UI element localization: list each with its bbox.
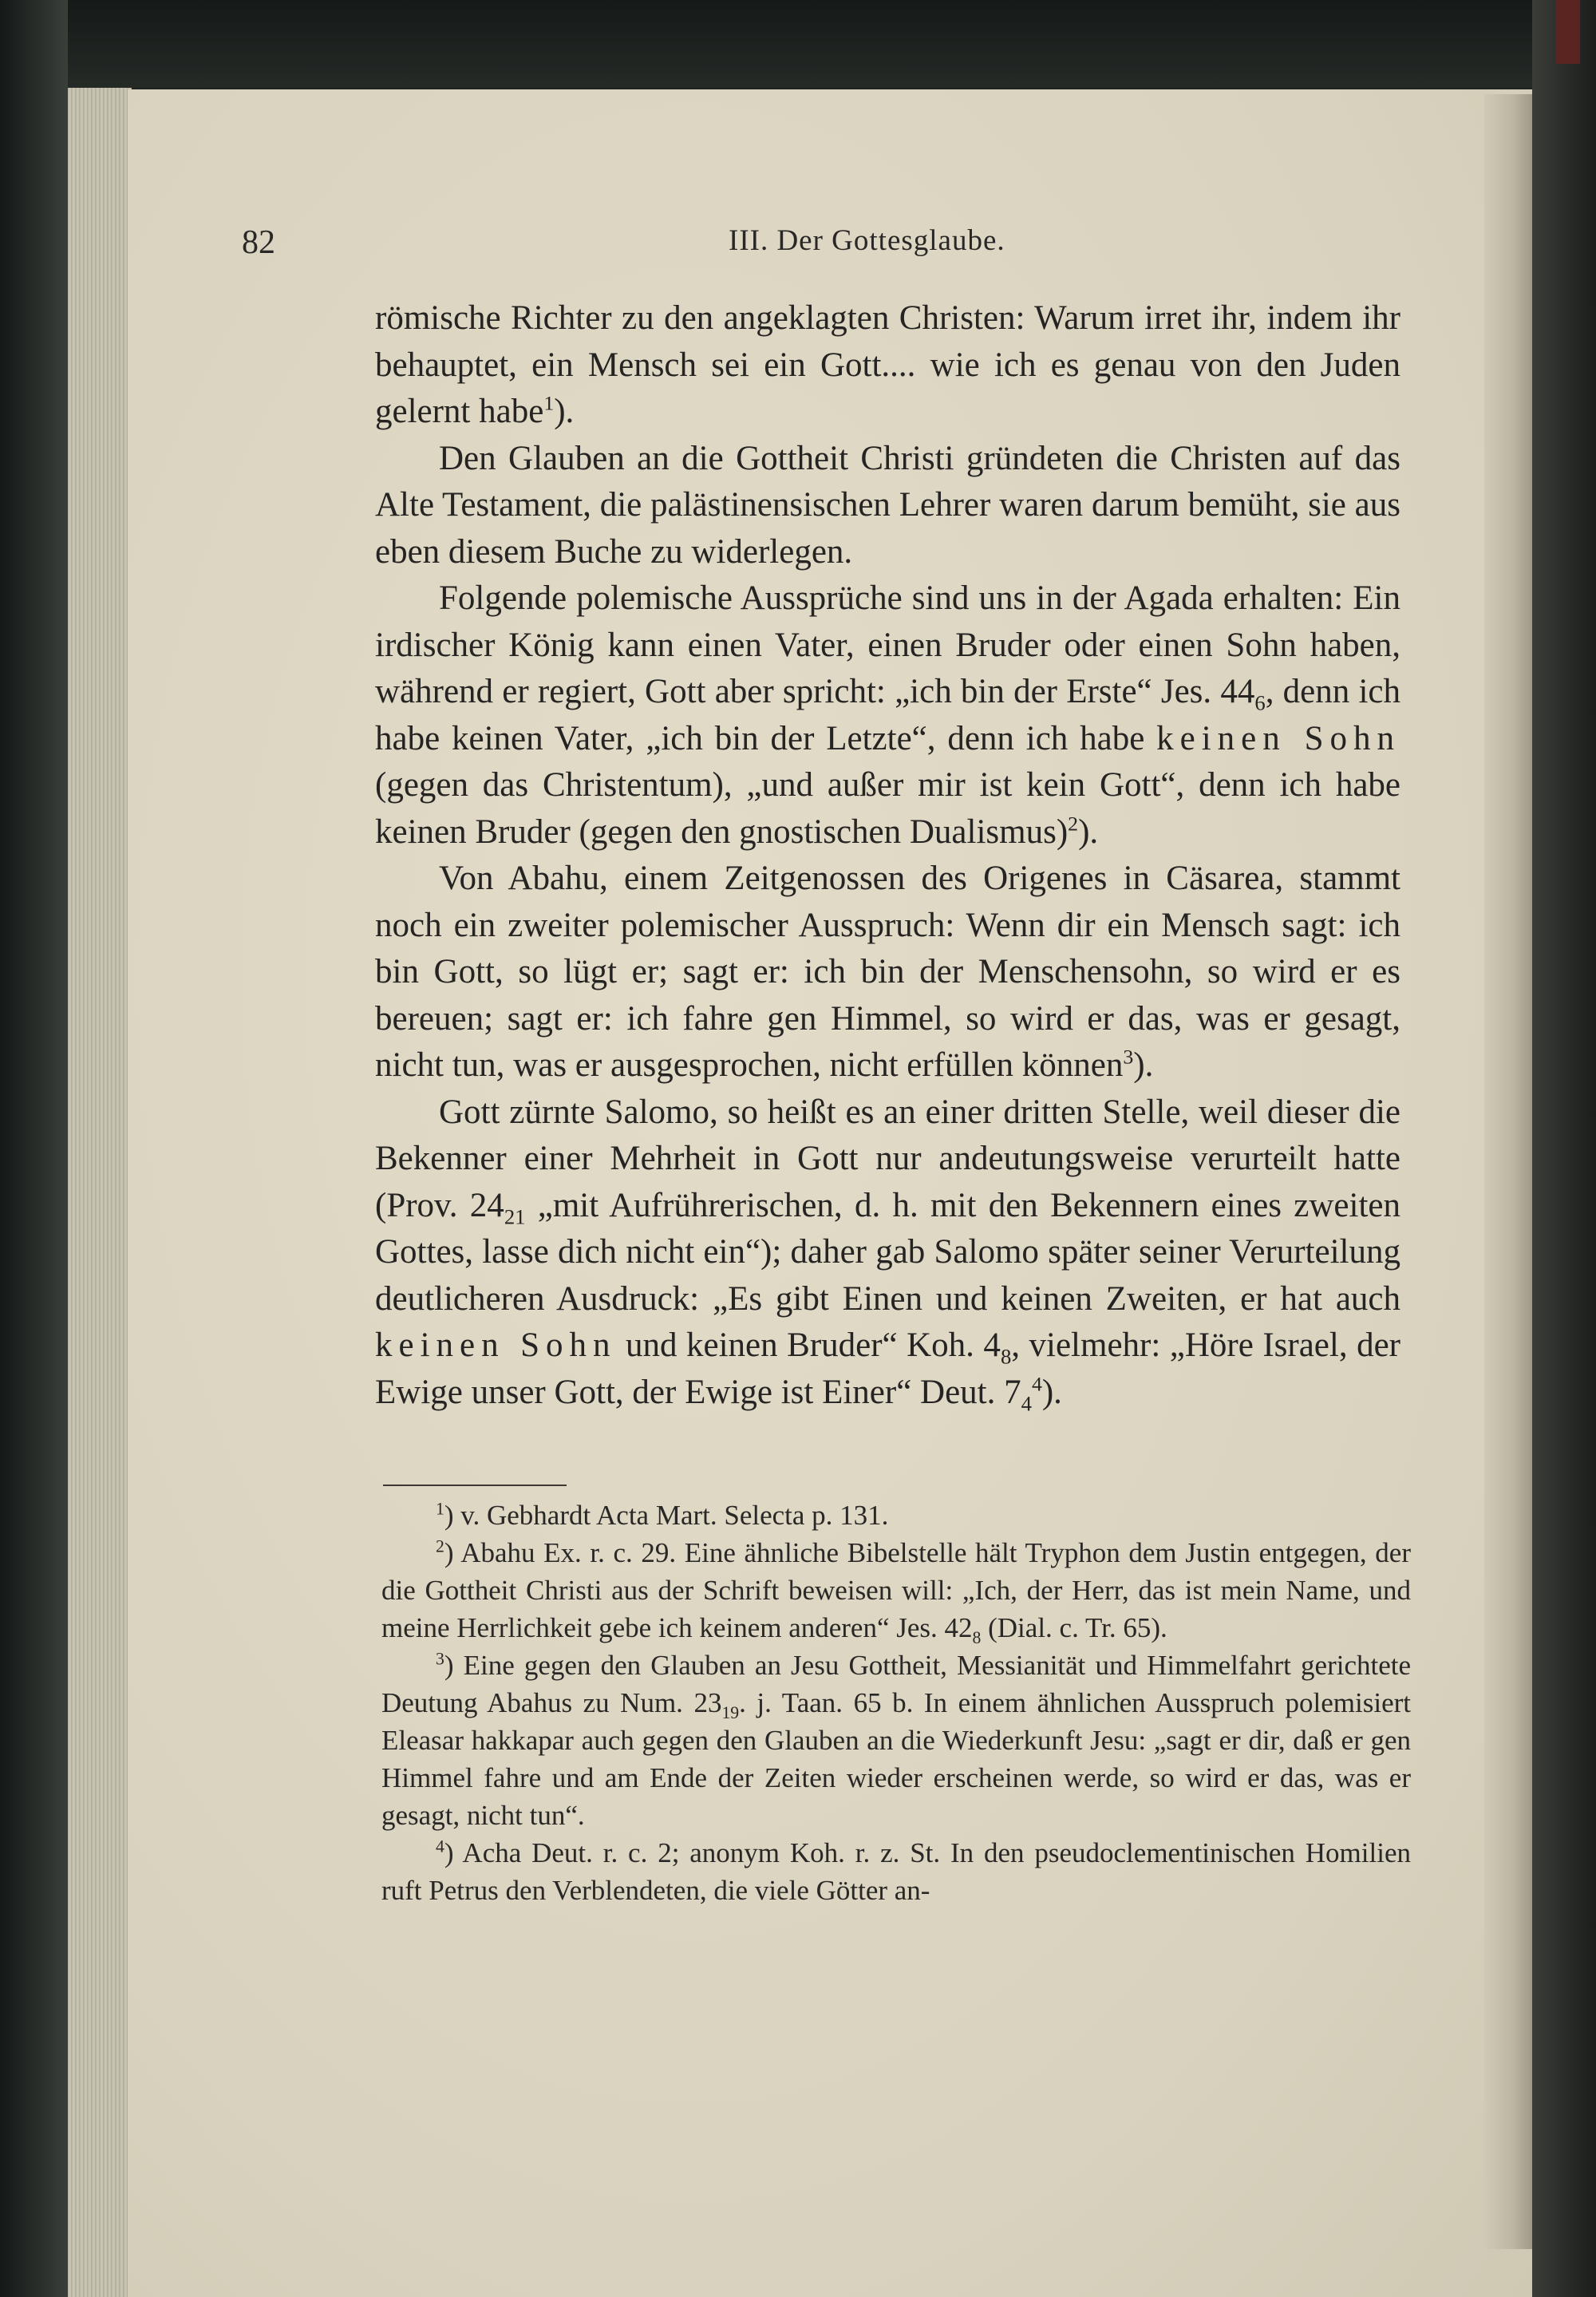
paragraph-3: Folgende polemische Aussprüche sind uns in der Agada erhalten: Ein irdischer König kann einen Vater, einen Bruder oder einen Sohn haben, während er regiert, Gott aber spricht: „ich bin der Erste“ Jes. $44_6$, denn ich habe keinen Vater, „ich bin der Letzte“, denn ich habe keinen Sohn (gegen das Christentum), „und außer mir ist kein Gott“, denn ich habe keinen Bruder (gegen den gnostischen Dualismus)$^2$). xyxy=(375,579,1400,851)
page-edges-left xyxy=(68,88,132,2297)
page-header xyxy=(242,223,1375,271)
emphasis-spaced: keinen Sohn xyxy=(375,1326,617,1364)
footnote-ref-1[interactable]: 1 xyxy=(543,391,555,415)
paragraph-4: Von Abahu, einem Zeitgenossen des Origenes in Cäsarea, stammt noch ein zweiter polemischer Ausspruch: Wenn dir ein Mensch sagt: ich bin Gott, so lügt er; sagt er: ich bin der Menschensohn, so wird er es bereuen; sagt er: ich fahre gen Himmel, so wird er das, was er gesagt, nicht tun, was er ausgesprochen, nicht erfüllen können$^3$). xyxy=(375,860,1400,1084)
paragraph-1: römische Richter zu den angeklagten Christen: Warum irret ihr, indem ihr behauptet, ein Mensch sei ein Gott.... wie ich es genau von den Juden gelernt habe$^1$). xyxy=(375,299,1400,430)
footnote-separator xyxy=(383,1485,567,1486)
footnote-ref-3[interactable]: 3 xyxy=(1123,1045,1134,1069)
book-binding-left xyxy=(0,0,68,2297)
footnote-ref-2[interactable]: 2 xyxy=(1068,812,1079,836)
book-binding-right xyxy=(1532,0,1596,2297)
running-title: III. Der Gottesglaube. xyxy=(729,224,1005,257)
paragraph-5: Gott zürnte Salomo, so heißt es an einer dritten Stelle, weil dieser die Bekenner einer Mehrheit in Gott nur andeutungsweise verurteilt hatte (Prov. $24_{21}$ „mit Aufrührerischen, d. h. mit den Bekennern eines zweiten Gottes, lasse dich nicht ein“); daher gab Salomo später seiner Verurteilung deutlicheren Ausdruck: „Es gibt Einen und keinen Zweiten, er hat auch keinen Sohn und keinen Bruder“ Koh. $4_8$, vielmehr: „Höre Israel, der Ewige unser Gott, der Ewige ist Einer“ Deut. $7_4^4$). xyxy=(375,1093,1400,1416)
main-text xyxy=(375,295,1400,1416)
footnote-3: $^3$) Eine gegen den Glauben an Jesu Gottheit, Messianität und Himmelfahrt gerichtete Deutung Abahus zu Num. $23_{19}$. j. Taan. 65 b. In einem ähnlichen Ausspruch polemisiert Eleasar hakkapar auch gegen den Glauben an die Wiederkunft Jesu: „sagt er dir, daß er gen Himmel fahre und am Ende der Zeiten wieder erscheinen werde, so wird er das, was er gesagt, nicht tun“. xyxy=(381,1649,1411,1831)
footnote-4: $^4$) Acha Deut. r. c. 2; anonym Koh. r. z. St. In den pseudoclementinischen Homilien ruft Petrus den Verblendeten, die viele Götter an- xyxy=(381,1836,1411,1906)
page-number: 82 xyxy=(242,224,275,261)
footnotes xyxy=(381,1496,1411,1909)
footnote-2: $^2$) Abahu Ex. r. c. 29. Eine ähnliche Bibelstelle hält Tryphon dem Justin entgegen, der die Gottheit Christi aus der Schrift beweisen will: „Ich, der Herr, das ist mein Name, und meine Herrlichkeit gebe ich keinem anderen“ Jes. $42_8$ (Dial. c. Tr. 65). xyxy=(381,1536,1411,1647)
paragraph-2: Den Glauben an die Gottheit Christi gründeten die Christen auf das Alte Testament, die palästinensischen Lehrer waren darum bemüht, sie aus eben diesem Buche zu widerlegen. xyxy=(375,439,1400,571)
footnote-ref-4[interactable]: 4 xyxy=(1031,1372,1042,1396)
book-binding-top xyxy=(0,0,1596,88)
page-edges-right xyxy=(1484,94,1532,2249)
bookmark-ribbon xyxy=(1556,0,1580,64)
emphasis-spaced: keinen Sohn xyxy=(1156,719,1400,757)
footnote-1: $^1$) v. Gebhardt Acta Mart. Selecta p. 131. xyxy=(436,1499,889,1531)
